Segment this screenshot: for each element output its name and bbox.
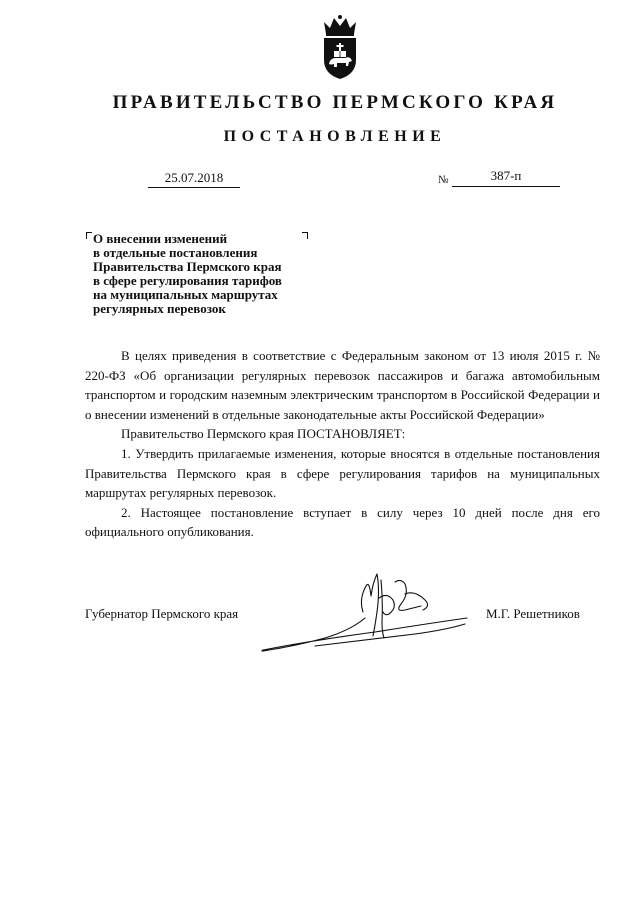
number-sign: №: [438, 174, 449, 186]
signatory-name: М.Г. Решетников: [486, 606, 580, 621]
body-paragraph-item-1: 1. Утвердить прилагаемые изменения, которые вносятся в отдельные постановления Правительства Пермского края в сфере регулирования тарифов на муниципальных маршрутах регулярных перевозок.: [85, 445, 600, 501]
subject-line: О внесении изменений: [93, 231, 228, 246]
document-number: 387-п: [452, 168, 560, 187]
body-paragraph-resolves: Правительство Пермского края ПОСТАНОВЛЯЕТ:: [121, 426, 406, 442]
subject-line: в сфере регулирования тарифов: [93, 273, 282, 288]
subject-line: в отдельные постановления: [93, 245, 258, 260]
document-date: 25.07.2018: [148, 170, 240, 188]
coat-of-arms-icon: [318, 14, 362, 80]
government-title: ПРАВИТЕЛЬСТВО ПЕРМСКОГО КРАЯ: [112, 92, 558, 113]
body-text: [85, 346, 600, 542]
signatory-title: Губернатор Пермского края: [85, 606, 239, 621]
subject-line: Правительства Пермского края: [93, 259, 282, 274]
body-paragraph-preamble: В целях приведения в соответствие с Федеральным законом от 13 июля 2015 г. № 220-ФЗ «Об организации регулярных перевозок пассажиров и багажа автомобильным транспортом и городским наземным электрическим транспортом в Российской Федерации и о внесении изменений в отдельные законодательные акты Российской Федерации»: [85, 348, 600, 422]
document-type: ПОСТАНОВЛЕНИЕ: [223, 128, 447, 145]
subject-line: регулярных перевозок: [93, 301, 226, 316]
subject-text: [93, 232, 353, 316]
body-paragraph-item-2: 2. Настоящее постановление вступает в силу через 10 дней после дня его официального опубликования.: [85, 504, 600, 540]
handwritten-signature: [255, 560, 480, 660]
subject-line: на муниципальных маршрутах: [93, 287, 278, 302]
subject-corner-left: [86, 232, 92, 239]
